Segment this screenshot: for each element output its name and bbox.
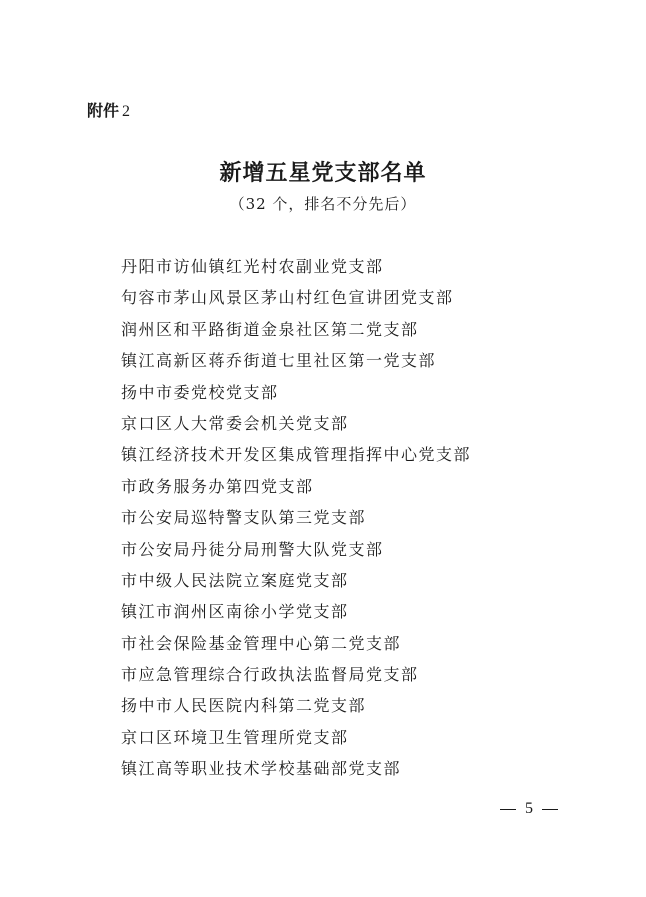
list-item: 润州区和平路街道金泉社区第二党支部 <box>121 319 419 339</box>
list-item: 扬中市委党校党支部 <box>121 382 279 402</box>
list-item: 镇江高新区蒋乔街道七里社区第一党支部 <box>121 351 437 371</box>
list-item: 市公安局丹徒分局刑警大队党支部 <box>121 539 384 559</box>
list-item: 扬中市人民医院内科第二党支部 <box>121 696 367 716</box>
list-item: 市应急管理综合行政执法监督局党支部 <box>121 665 419 685</box>
list-item: 京口区人大常委会机关党支部 <box>121 413 349 433</box>
list-item: 市政务服务办第四党支部 <box>121 476 314 496</box>
list-item: 丹阳市访仙镇红光村农副业党支部 <box>121 257 384 276</box>
page-footer <box>500 800 558 818</box>
list-item: 镇江市润州区南徐小学党支部 <box>121 602 349 622</box>
attachment-label-text: 附件 <box>87 101 120 120</box>
list-item: 镇江经济技术开发区集成管理指挥中心党支部 <box>121 445 472 465</box>
list-item: 京口区环境卫生管理所党支部 <box>121 727 349 747</box>
dash-right <box>542 809 558 810</box>
branch-list <box>121 256 471 790</box>
document-subtitle: （32 个，排名不分先后） <box>229 195 417 213</box>
list-item: 市社会保险基金管理中心第二党支部 <box>121 633 402 653</box>
page-number: 5 <box>525 800 533 817</box>
dash-left <box>500 809 516 810</box>
attachment-label <box>87 98 130 121</box>
list-item: 市公安局巡特警支队第三党支部 <box>121 508 367 528</box>
list-item: 镇江高等职业技术学校基础部党支部 <box>121 759 402 779</box>
document-title: 新增五星党支部名单 <box>219 160 427 186</box>
attachment-number: 2 <box>122 103 131 120</box>
list-item: 市中级人民法院立案庭党支部 <box>121 570 349 590</box>
list-item: 句容市茅山风景区茅山村红色宣讲团党支部 <box>121 288 454 308</box>
